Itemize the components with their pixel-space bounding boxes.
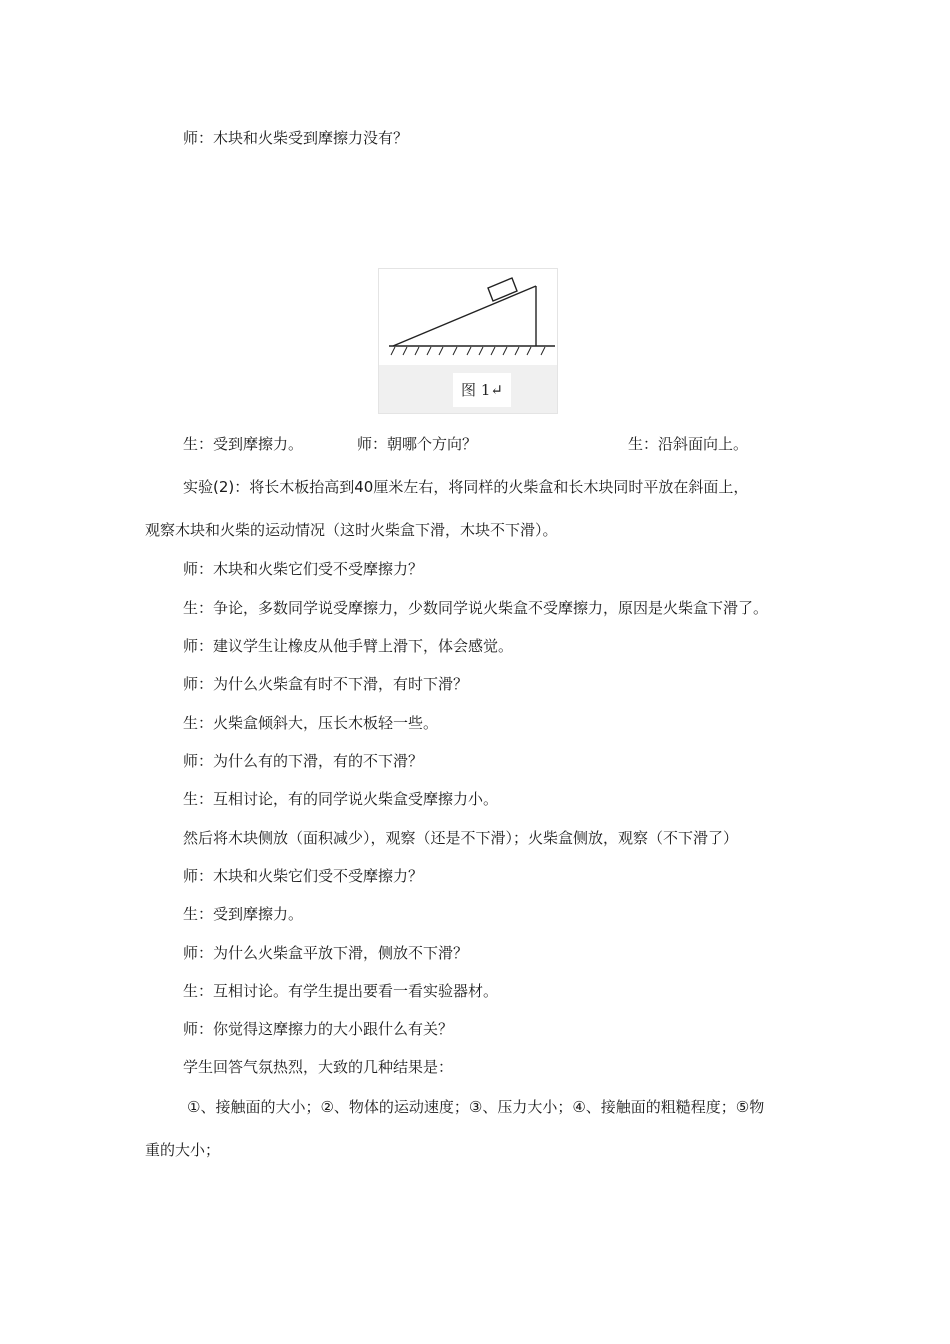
incline-diagram	[379, 269, 557, 365]
dialogue-line: 师：你觉得这摩擦力的大小跟什么有关？	[183, 1020, 454, 1038]
paragraph-line: ①、接触面的大小；②、物体的运动速度；③、压力大小；④、接触面的粗糙程度；⑤物	[187, 1098, 765, 1116]
figure-caption-area	[379, 365, 557, 413]
paragraph-line: 重的大小；	[145, 1141, 221, 1159]
dialogue-line: 师：木块和火柴受到摩擦力没有？	[183, 129, 409, 147]
paragraph-line: 然后将木块侧放（面积减少），观察（还是不下滑）；火柴盒侧放，观察（不下滑了）	[183, 829, 739, 847]
incline-figure	[378, 268, 558, 414]
paragraph-line: 学生回答气氛热烈，大致的几种结果是：	[183, 1058, 454, 1076]
paragraph-line: 观察木块和火柴的运动情况（这时火柴盒下滑，木块不下滑）。	[145, 521, 558, 539]
dialogue-line: 师：木块和火柴它们受不受摩擦力？	[183, 867, 424, 885]
dialogue-line: 生：受到摩擦力。	[183, 905, 304, 923]
dialogue-line: 生：互相讨论。有学生提出要看一看实验器材。	[183, 982, 499, 1000]
dialogue-line: 生：沿斜面向上。	[628, 435, 749, 453]
dialogue-line: 生：火柴盒倾斜大，压长木板轻一些。	[183, 714, 439, 732]
dialogue-line: 生：互相讨论，有的同学说火柴盒受摩擦力小。	[183, 790, 499, 808]
figure-caption: 图 1↵	[453, 373, 511, 407]
dialogue-line: 师：朝哪个方向？	[357, 435, 478, 453]
dialogue-line: 生：受到摩擦力。	[183, 435, 304, 453]
dialogue-line: 师：为什么有的下滑，有的不下滑？	[183, 752, 424, 770]
dialogue-line: 师：建议学生让橡皮从他手臂上滑下，体会感觉。	[183, 637, 514, 655]
paragraph-line: 实验(2)：将长木板抬高到40厘米左右，将同样的火柴盒和长木块同时平放在斜面上，	[183, 478, 749, 496]
dialogue-line: 生：争论，多数同学说受摩擦力，少数同学说火柴盒不受摩擦力，原因是火柴盒下滑了。	[183, 599, 769, 617]
dialogue-line: 师：木块和火柴它们受不受摩擦力？	[183, 560, 424, 578]
dialogue-line: 师：为什么火柴盒平放下滑，侧放不下滑？	[183, 944, 469, 962]
dialogue-line: 师：为什么火柴盒有时不下滑，有时下滑？	[183, 675, 469, 693]
